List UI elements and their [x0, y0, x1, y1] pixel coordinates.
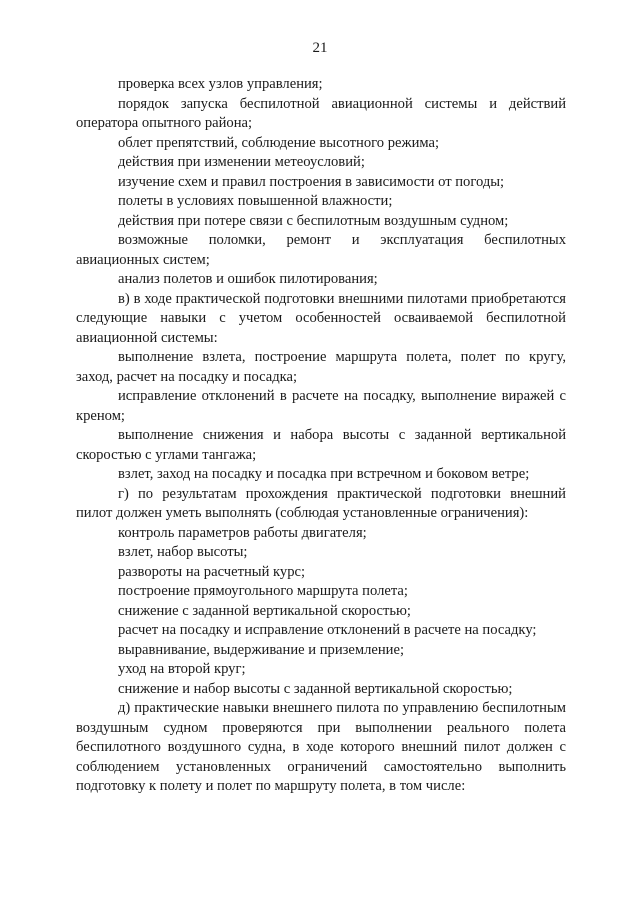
- paragraph: возможные поломки, ремонт и эксплуатация беспилотных авиационных систем;: [76, 232, 566, 268]
- paragraph: уход на второй круг;: [118, 661, 246, 677]
- paragraph: выравнивание, выдерживание и приземление;: [118, 641, 405, 658]
- paragraph: действия при изменении метеоусловий;: [118, 154, 365, 170]
- paragraph: развороты на расчетный курс;: [118, 563, 306, 580]
- paragraph: взлет, набор высоты;: [118, 544, 248, 560]
- paragraph: облет препятствий, соблюдение высотного режима;: [118, 134, 440, 151]
- document-body: [76, 75, 566, 797]
- page-number: 21: [312, 40, 328, 56]
- paragraph: порядок запуска беспилотной авиационной системы и действий оператора опытного района;: [76, 95, 566, 131]
- paragraph: д) практические навыки внешнего пилота по управлению беспилотным воздушным судном проверяются при выполнении реального полета беспилотного воздушного судна, в ходе которого внешний пилот должен с соблюдением установленных ограничений самостоятельно выполнить подготовку к полету и полет по маршруту полета, в том числе:: [76, 700, 566, 794]
- paragraph: проверка всех узлов управления;: [118, 76, 323, 92]
- paragraph: выполнение взлета, построение маршрута полета, полет по кругу, заход, расчет на посадку и посадка;: [76, 349, 566, 385]
- paragraph: снижение с заданной вертикальной скоростью;: [118, 602, 411, 619]
- paragraph: полеты в условиях повышенной влажности;: [118, 193, 393, 209]
- paragraph: снижение и набор высоты с заданной вертикальной скоростью;: [118, 680, 513, 697]
- paragraph: изучение схем и правил построения в зависимости от погоды;: [118, 173, 505, 190]
- paragraph: взлет, заход на посадку и посадка при встречном и боковом ветре;: [118, 466, 530, 482]
- paragraph: анализ полетов и ошибок пилотирования;: [118, 271, 378, 287]
- paragraph: в) в ходе практической подготовки внешними пилотами приобретаются следующие навыки с учетом особенностей осваиваемой беспилотной авиационной системы:: [76, 290, 566, 346]
- paragraph: выполнение снижения и набора высоты с заданной вертикальной скоростью с углами тангажа;: [76, 427, 566, 463]
- paragraph: контроль параметров работы двигателя;: [118, 524, 367, 541]
- paragraph: действия при потере связи с беспилотным воздушным судном;: [118, 212, 509, 229]
- paragraph: расчет на посадку и исправление отклонений в расчете на посадку;: [118, 622, 537, 638]
- paragraph: исправление отклонений в расчете на посадку, выполнение виражей с креном;: [76, 388, 566, 424]
- paragraph: построение прямоугольного маршрута полета;: [118, 583, 408, 599]
- paragraph: г) по результатам прохождения практической подготовки внешний пилот должен уметь выполнять (соблюдая установленные ограничения):: [76, 485, 566, 521]
